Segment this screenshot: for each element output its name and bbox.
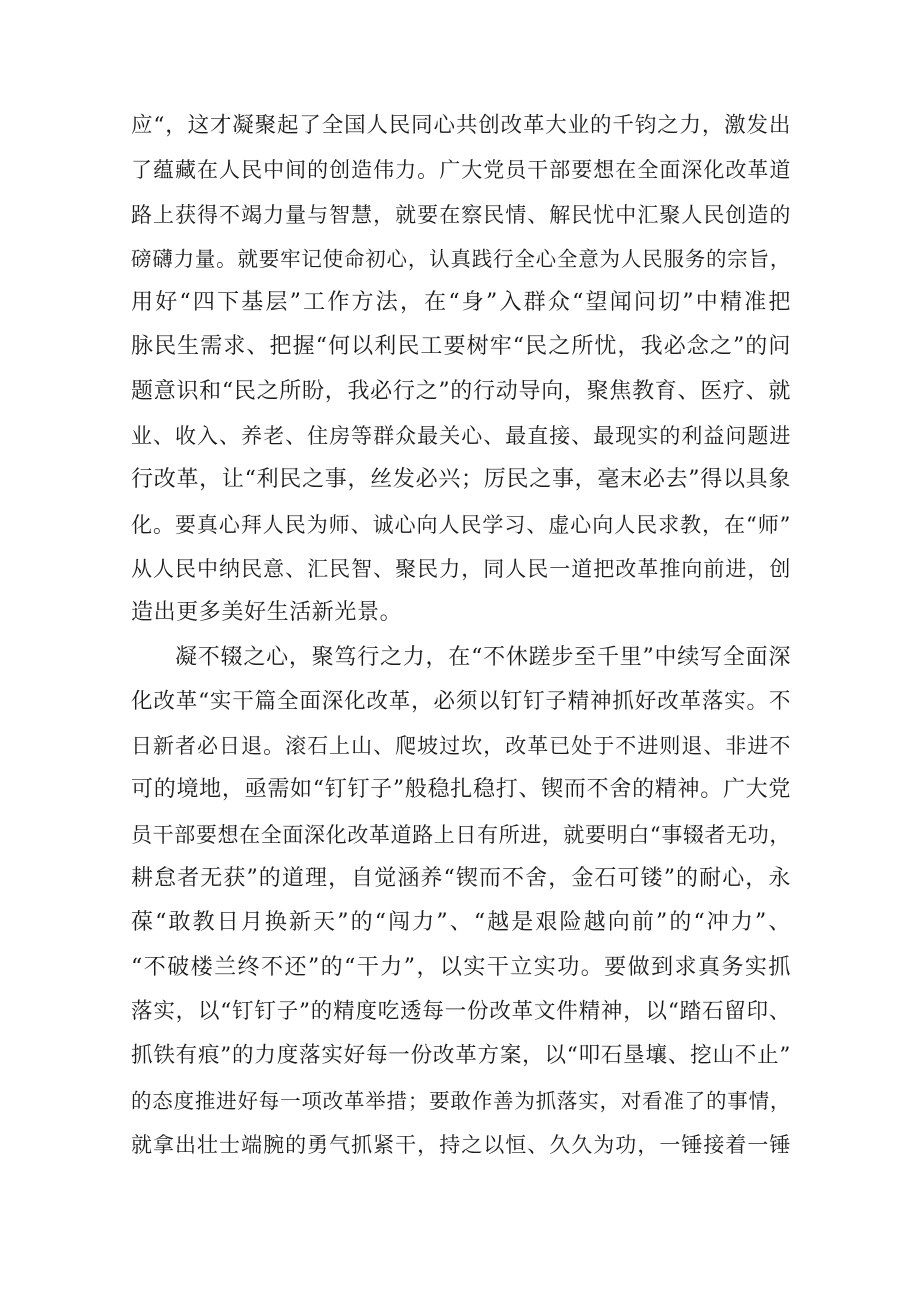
text-line: 脉民生需求、把握“何以利民工要树牢“民之所忧，我必念之”的问 <box>131 334 791 360</box>
text-line: 业、收入、养老、住房等群众最关心、最直接、最现实的利益问题进 <box>131 424 791 449</box>
text-line: 凝不辍之心，聚笃行之力，在“不休蹉步至千里”中续写全面深 <box>175 644 791 670</box>
text-line: 化改革“实干篇全面深化改革，必须以钉钉子精神抓好改革落实。不 <box>131 688 791 714</box>
text-line: 抓铁有痕”的力度落实好每一份改革方案，以“叩石垦壤、挖山不止” <box>131 1043 791 1069</box>
text-line: 行改革，让“利民之事，丝发必兴；厉民之事，毫末必去”得以具象 <box>131 467 791 493</box>
text-line: 磅礴力量。就要牢记使命初心，认真践行全心全意为人民服务的宗旨， <box>131 246 791 271</box>
paragraph <box>131 636 791 1168</box>
text-line: 就拿出壮士端腕的勇气抓紧干，持之以恒、久久为功，一锤接着一锤 <box>131 1132 791 1157</box>
text-line: “不破楼兰终不还”的“干力”，以实干立实功。要做到求真务实抓 <box>131 954 791 980</box>
text-line: 的态度推进好每一项改革举措；要敢作善为抓落实，对看准了的事情， <box>131 1088 791 1113</box>
text-line: 化。要真心拜人民为师、诚心向人民学习、虚心向人民求教，在“师” <box>131 512 791 537</box>
text-line: 题意识和“民之所盼，我必行之”的行动导向，聚焦教育、医疗、就 <box>131 378 791 404</box>
text-line: 了蕴藏在人民中间的创造伟力。广大党员干部要想在全面深化改革道 <box>131 158 791 183</box>
text-line: 员干部要想在全面深化改革道路上日有所进，就要明白“事辍者无功， <box>131 822 791 847</box>
document-body <box>131 104 791 1167</box>
paragraph <box>131 104 791 636</box>
text-line: 耕怠者无获”的道理，自觉涵养“锲而不舍，金石可镂”的耐心，永 <box>131 866 791 892</box>
text-line: 用好“四下基层”工作方法，在“身”入群众“望闻问切”中精准把 <box>131 290 791 316</box>
text-line: 应“，这才凝聚起了全国人民同心共创改革大业的千钧之力，激发出 <box>131 113 791 138</box>
text-line: 日新者必日退。滚石上山、爬坡过坎，改革已处于不进则退、非进不 <box>131 734 791 759</box>
text-line: 葆“敢教日月换新天”的“闯力”、“越是艰险越向前”的“冲力”、 <box>131 910 791 936</box>
text-line: 落实，以“钉钉子”的精度吃透每一份改革文件精神，以“踏石留印、 <box>131 998 791 1024</box>
text-line: 路上获得不竭力量与智慧，就要在察民情、解民忧中汇聚人民创造的 <box>131 202 791 227</box>
text-line: 从人民中纳民意、汇民智、聚民力，同人民一道把改革推向前进，创 <box>131 556 791 581</box>
text-line: 可的境地，亟需如“钉钉子”般稳扎稳打、锲而不舍的精神。广大党 <box>131 777 791 803</box>
text-line: 造出更多美好生活新光景。 <box>131 600 403 626</box>
